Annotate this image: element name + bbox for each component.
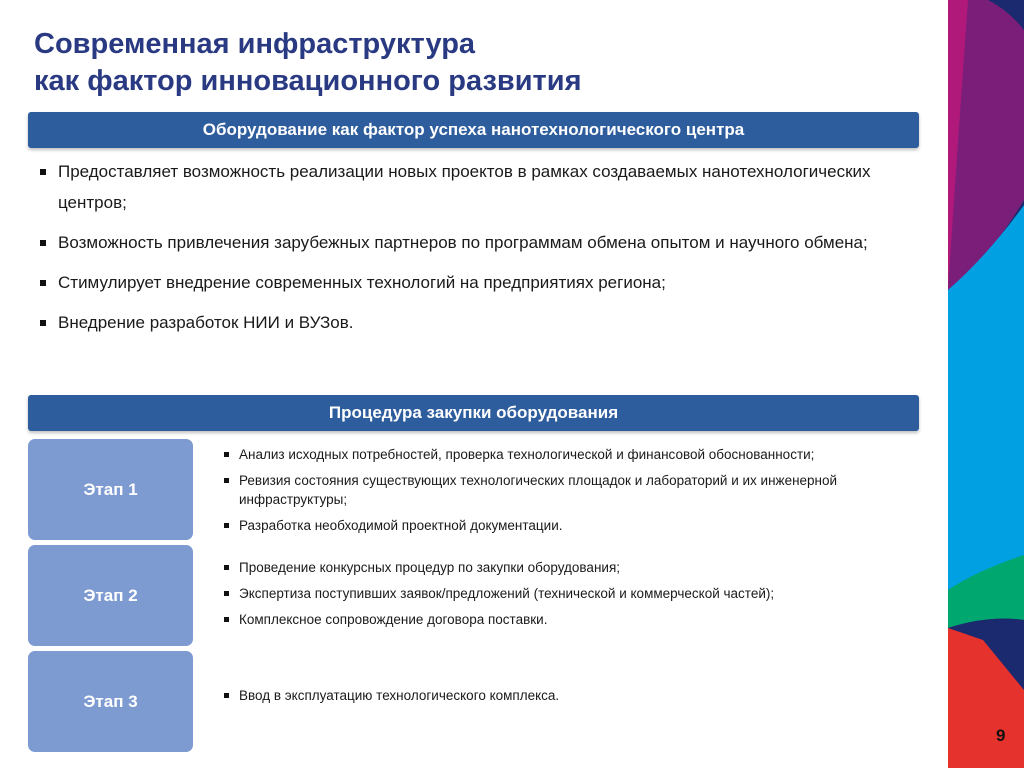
stage-3-list (222, 686, 922, 712)
page-title-line-2: как фактор инновационного развития (34, 65, 582, 97)
stage-3-box: Этап 3 (28, 651, 193, 752)
decorative-color-strip (948, 0, 1024, 768)
list-item: Комплексное сопровождение договора поставки. (222, 610, 922, 629)
section-header-equipment: Оборудование как фактор успеха нанотехнологического центра (28, 112, 919, 148)
list-item: Экспертиза поступивших заявок/предложений (технической и коммерческой частей); (222, 584, 922, 603)
list-item: Анализ исходных потребностей, проверка технологической и финансовой обоснованности; (222, 445, 922, 464)
list-item: Внедрение разработок НИИ и ВУЗов. (38, 307, 898, 338)
list-item: Ввод в эксплуатацию технологического комплекса. (222, 686, 922, 705)
stage-2-box: Этап 2 (28, 545, 193, 646)
stage-1-box: Этап 1 (28, 439, 193, 540)
stage-2-list (222, 558, 922, 636)
list-item: Предоставляет возможность реализации новых проектов в рамках создаваемых нанотехнологических центров; (38, 156, 898, 218)
stage-1-list (222, 445, 922, 542)
page-title-line-1: Современная инфраструктура (34, 28, 476, 60)
list-item: Проведение конкурсных процедур по закупки оборудования; (222, 558, 922, 577)
page-number: 9 (996, 726, 1006, 745)
equipment-benefits-list (38, 156, 898, 347)
list-item: Ревизия состояния существующих технологических площадок и лабораторий и их инженерной инфраструктуры; (222, 471, 922, 509)
list-item: Стимулирует внедрение современных технологий на предприятиях региона; (38, 267, 898, 298)
section-header-procurement: Процедура закупки оборудования (28, 395, 919, 431)
list-item: Разработка необходимой проектной документации. (222, 516, 922, 535)
page-title (34, 26, 914, 100)
list-item: Возможность привлечения зарубежных партнеров по программам обмена опытом и научного обмена; (38, 227, 898, 258)
